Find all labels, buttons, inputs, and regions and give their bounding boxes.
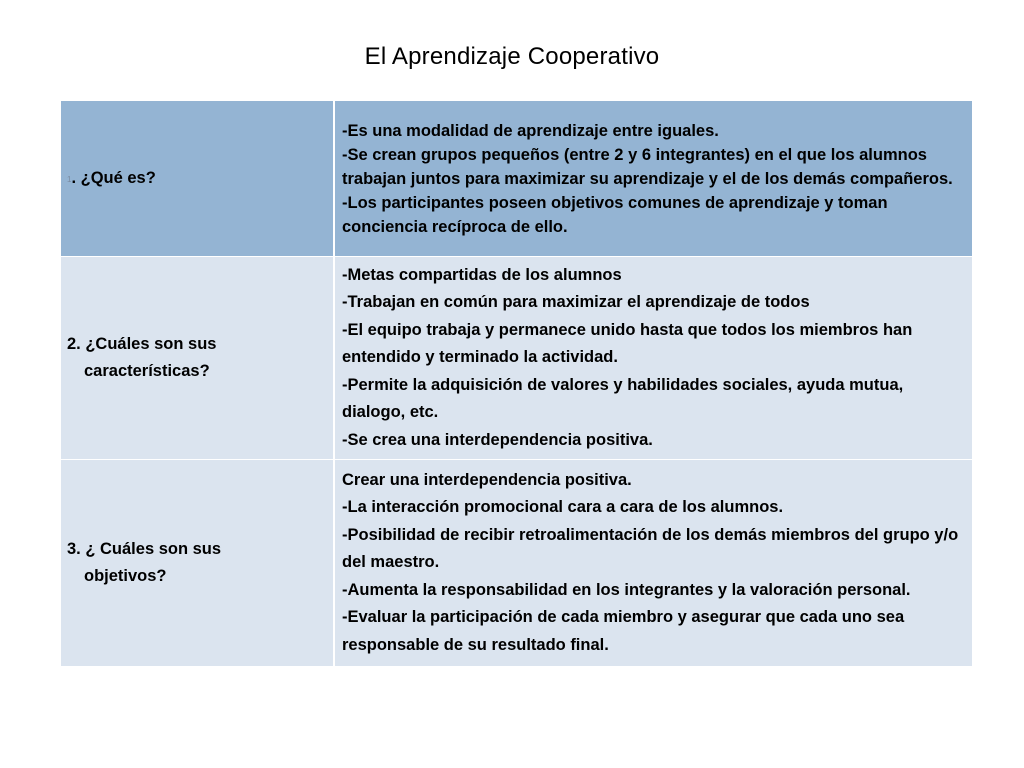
answer-line: -Los participantes poseen objetivos comunes de aprendizaje y toman conciencia recíproca de ello. bbox=[342, 193, 888, 236]
table-row bbox=[61, 460, 972, 667]
question-text: objetivos? bbox=[84, 567, 167, 585]
answer-line: Crear una interdependencia positiva. bbox=[342, 470, 632, 489]
answer-line: -Evaluar la participación de cada miembro y asegurar que cada uno sea responsable de su resultado final. bbox=[342, 608, 905, 654]
question-cell bbox=[61, 257, 335, 459]
answer-line: -Posibilidad de recibir retroalimentación de los demás miembros del grupo y/o del maestro. bbox=[342, 525, 959, 572]
answer-line: -El equipo trabaja y permanece unido hasta que todos los miembros han entendido y terminado la actividad. bbox=[342, 320, 913, 367]
content-table bbox=[61, 101, 972, 667]
question-number: 1 bbox=[67, 174, 72, 184]
table-row bbox=[61, 101, 972, 257]
question-text bbox=[67, 166, 333, 192]
answer-cell bbox=[335, 257, 972, 459]
answer-line: -Es una modalidad de aprendizaje entre iguales. bbox=[342, 121, 719, 140]
answer-line: -Permite la adquisición de valores y habilidades sociales, ayuda mutua, dialogo, etc. bbox=[342, 375, 904, 422]
answer-cell bbox=[335, 101, 972, 256]
answer-line: -Aumenta la responsabilidad en los integrantes y la valoración personal. bbox=[342, 580, 911, 599]
answer-cell bbox=[335, 460, 972, 666]
answer-line: -Se crea una interdependencia positiva. bbox=[342, 430, 653, 449]
question-cell bbox=[61, 101, 335, 256]
answer-line: -Trabajan en común para maximizar el aprendizaje de todos bbox=[342, 293, 810, 312]
answer-line: -La interacción promocional cara a cara de los alumnos. bbox=[342, 498, 784, 517]
question-cell bbox=[61, 460, 335, 666]
question-text: características? bbox=[84, 362, 210, 380]
table-row bbox=[61, 257, 972, 460]
question-text: 3. ¿ Cuáles son sus bbox=[67, 540, 222, 558]
question-text: 2. ¿Cuáles son sus bbox=[67, 335, 217, 353]
answer-line: -Metas compartidas de los alumnos bbox=[342, 265, 622, 284]
question-label: . ¿Qué es? bbox=[71, 168, 156, 187]
page-title: El Aprendizaje Cooperativo bbox=[364, 43, 660, 70]
answer-line: -Se crean grupos pequeños (entre 2 y 6 integrantes) en el que los alumnos trabajan juntos para maximizar su aprendizaje y el de los demás compañeros. bbox=[342, 145, 953, 188]
